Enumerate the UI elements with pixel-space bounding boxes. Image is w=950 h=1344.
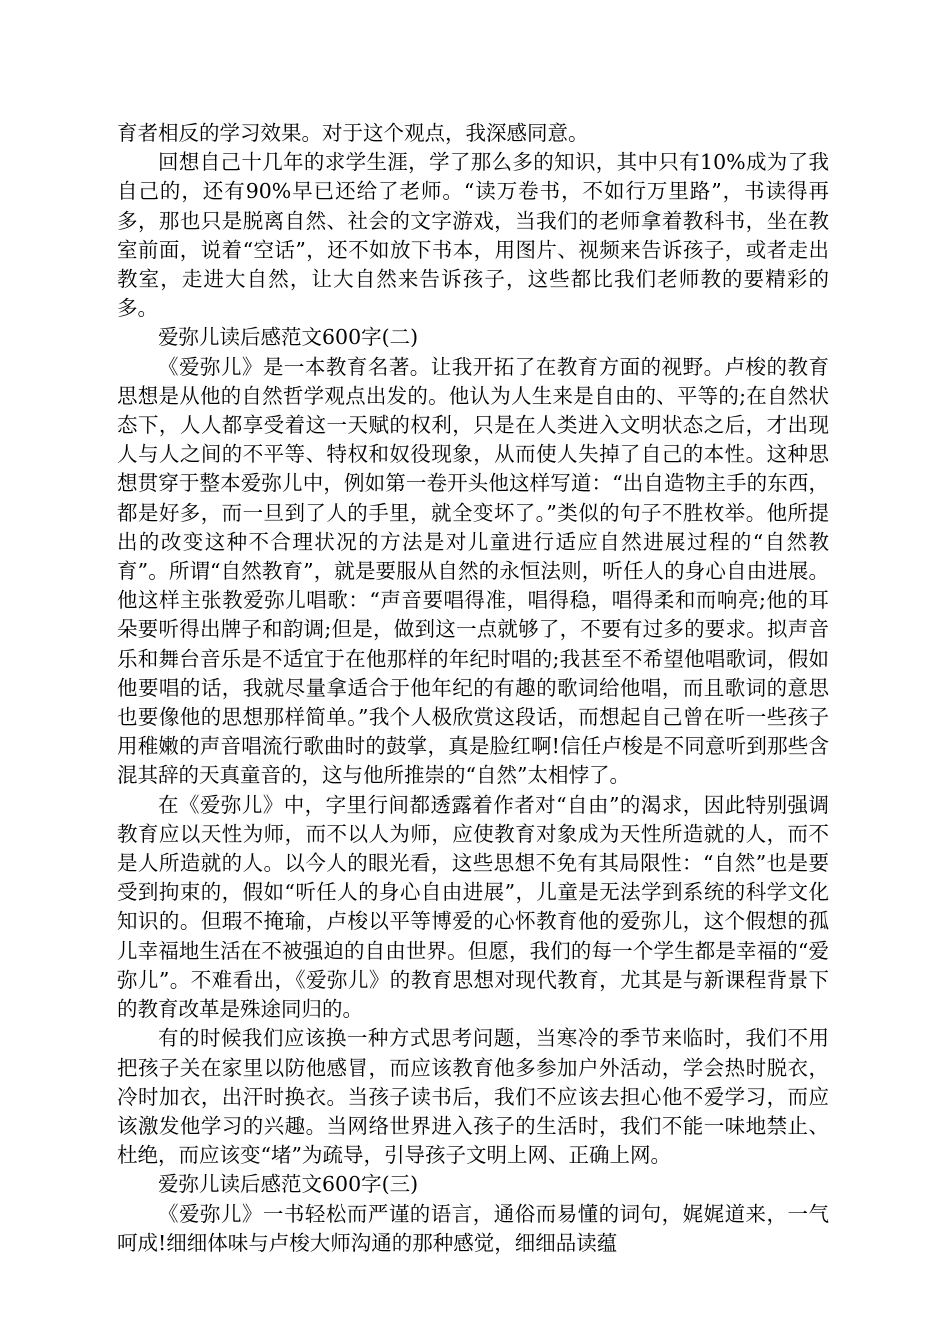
section-heading: 爱弥儿读后感范文600字(三) <box>158 1172 419 1197</box>
section-heading: 爱弥儿读后感范文600字(二) <box>158 325 419 350</box>
paragraph: 回想自己十几年的求学生涯，学了那么多的知识，其中只有10%成为了我自己的，还有90%早已还给了老师。“读万卷书，不如行万里路”，书读得再多，那也只是脱离自然、社会的文字游戏，当我们的老师拿着教科书，坐在教室前面，说着“空话”，还不如放下书本，用图片、视频来告诉孩子，或者走出教室，走进大自然，让大自然来告诉孩子，这些都比我们老师教的要精彩的多。 <box>117 150 829 321</box>
paragraph: 《爱弥儿》一书轻松而严谨的语言，通俗而易懂的词句，娓娓道来，一气呵成!细细体味与卢梭大师沟通的那种感觉，细细品读蕴 <box>117 1201 829 1255</box>
paragraph: 在《爱弥儿》中，字里行间都透露着作者对“自由”的渴求，因此特别强调教育应以天性为师，而不以人为师，应使教育对象成为天性所造就的人，而不是人所造就的人。以今人的眼光看，这些思想不免有其局限性：“自然”也是要受到拘束的，假如“听任人的身心自由进展”，儿童是无法学到系统的科学文化知识的。但瑕不掩瑜，卢梭以平等博爱的心怀教育他的爱弥儿，这个假想的孤儿幸福地生活在不被强迫的自由世界。但愿，我们的每一个学生都是幸福的“爱弥儿”。不难看出，《爱弥儿》的教育思想对现代教育，尤其是与新课程背景下的教育改革是殊途同归的。 <box>117 792 829 1022</box>
paragraph: 《爱弥儿》是一本教育名著。让我开拓了在教育方面的视野。卢梭的教育思想是从他的自然哲学观点出发的。他认为人生来是自由的、平等的;在自然状态下，人人都享受着这一天赋的权利，只是在人类进入文明状态之后，才出现人与人之间的不平等、特权和奴役现象，从而使人失掉了自己的本性。这种思想贯穿于整本爱弥儿中，例如第一卷开头他这样写道：“出自造物主手的东西，都是好多，而一旦到了人的手里，就全变坏了。”类似的句子不胜枚举。他所提出的改变这种不合理状况的方法是对儿童进行适应自然进展过程的“自然教育”。所谓“自然教育”，就是要服从自然的永恒法则，听任人的身心自由进展。他这样主张教爱弥儿唱歌：“声音要唱得准，唱得稳，唱得柔和而响亮;他的耳朵要听得出牌子和韵调;但是，做到这一点就够了，不要有过多的要求。拟声音乐和舞台音乐是不适宜于在他那样的年纪时唱的;我甚至不希望他唱歌词，假如他要唱的话，我就尽量拿适合于他年纪的有趣的歌词给他唱，而且歌词的意思也要像他的思想那样简单。”我个人极欣赏这段话，而想起自己曾在听一些孩子用稚嫩的声音唱流行歌曲时的鼓掌，真是脸红啊!信任卢梭是不同意听到那些含混其辞的天真童音的，这与他所推崇的“自然”太相悖了。 <box>117 354 829 788</box>
paragraph-continuation: 育者相反的学习效果。对于这个观点，我深感同意。 <box>117 121 589 145</box>
document-body <box>117 119 829 1258</box>
paragraph: 有的时候我们应该换一种方式思考问题，当寒冷的季节来临时，我们不用把孩子关在家里以防他感冒，而应该教育他多参加户外活动，学会热时脱衣，冷时加衣，出汗时换衣。当孩子读书后，我们不应该去担心他不爱学习，而应该激发他学习的兴趣。当网络世界进入孩子的生活时，我们不能一味地禁止、杜绝，而应该变“堵”为疏导，引导孩子文明上网、正确上网。 <box>117 1026 829 1168</box>
